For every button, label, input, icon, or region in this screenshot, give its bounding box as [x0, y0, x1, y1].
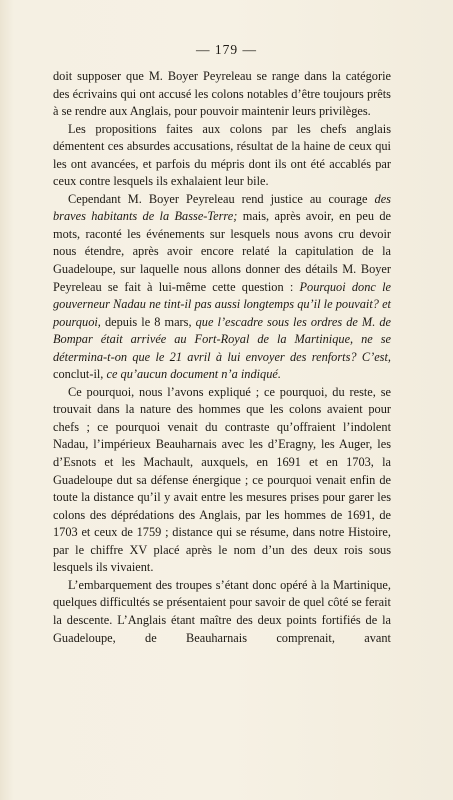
page-number: — 179 —	[196, 42, 257, 57]
text-run: conclut-il,	[53, 367, 107, 382]
text-run: mais, après avoir, en peu de mots, raconté les événements sur lesquels nous avons cru devoir nous étendre, après avoir encore relaté la capitulation de la Guadeloupe, sur laquelle nous allons donner des détails M. Boyer Peyreleau se fait à lui-même cette question :	[53, 209, 391, 294]
text-run: L’embarquement des troupes s’étant donc opéré à la Martinique, quelques difficultés se présentaient pour savoir de quel côté se ferait la descente. L’Anglais étant maître des deux points fortifiés de la Guadeloupe, de Beauharnais comprenait, avant	[53, 577, 391, 645]
italic-text: des braves habitants de la Basse-Terre;	[53, 191, 391, 224]
text-run: Ce pourquoi, nous l’avons expliqué ; ce pourquoi, du reste, se trouvait dans la nature des hommes que les colons avaient pour chefs ; ce pourquoi venait du contraste qu’offraient l’indolent Nadau, l’impérieux Beauharnais avec les d’Eragny, les Auger, les d’Esnots et les Machault, auxquels, en 1691 et en 1703, la Guadeloupe dut sa défense énergique ; ce pourquoi venait enfin de toute la distance qu’il y avait entre les mesures prises pour garer les colons des déprédations des Anglais, par les hommes de 1691, de 1703 et ceux de 1759 ; distance qui se résume, dans notre Histoire, par le chiffre XV placé après le nom d’un des deux rois sous lesquels ils vivaient.	[53, 384, 391, 575]
paragraph	[53, 384, 391, 577]
body-text	[53, 68, 391, 647]
paragraph	[53, 121, 391, 191]
paragraph	[53, 68, 391, 121]
paragraph	[53, 577, 391, 647]
text-run: doit supposer que M. Boyer Peyreleau se range dans la catégorie des écrivains qui ont accusé les colons notables d’être toujours prêts à se rendre aux Anglais, pour pouvoir maintenir leurs privilèges.	[53, 69, 391, 119]
paragraph	[53, 191, 391, 384]
italic-text: ce qu’aucun document n’a indiqué.	[106, 367, 281, 382]
italic-text: que l’escadre sous les ordres de M. de Bompar était arrivée au Fort-Royal de la Martinique, ne se détermina-t-on que le 21 avril à lui envoyer des renforts? C’est,	[53, 314, 392, 364]
text-run: depuis le 8 mars,	[104, 314, 196, 329]
text-run: Cependant M. Boyer Peyreleau rend justice au courage	[68, 191, 375, 206]
italic-text: Pourquoi donc le gouverneur Nadau ne tint-il pas aussi longtemps qu’il le pouvait? et pourquoi,	[53, 279, 391, 329]
text-run: Les propositions faites aux colons par les chefs anglais démentent ces absurdes accusations, résultat de la haine de ceux qui les ont avancées, et parfois du mépris dont ils ont été accablés par ceux contre lesquels ils exhalaient leur bile.	[53, 121, 391, 189]
